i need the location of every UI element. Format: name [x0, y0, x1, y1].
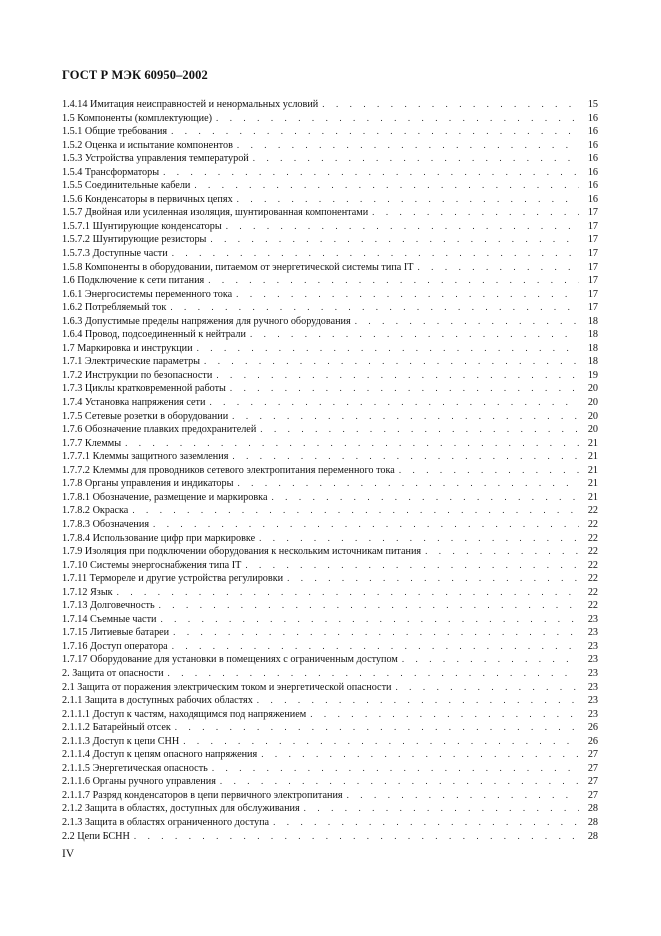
toc-entry-title: 2.2 Цепи БСНН [62, 830, 130, 842]
toc-entry-title: 1.5.1 Общие требования [62, 126, 168, 138]
toc-entry [62, 179, 598, 193]
toc-leader-dots [260, 423, 579, 437]
toc-entry [62, 301, 598, 315]
toc-leader-dots [232, 450, 579, 464]
toc-entry [62, 532, 598, 546]
toc-leader-dots [322, 98, 579, 112]
toc-entry-page: 18 [587, 342, 598, 354]
toc-entry [62, 220, 598, 234]
toc-entry-title: 2. Защита от опасности [62, 667, 164, 679]
toc-entry-page: 17 [587, 248, 598, 260]
toc-leader-dots [220, 775, 579, 789]
toc-entry-page: 20 [587, 383, 598, 395]
toc-entry-title: 1.5.7.3 Доступные части [62, 248, 168, 260]
toc-leader-dots [210, 233, 579, 247]
toc-entry-page: 27 [587, 789, 598, 801]
toc-entry [62, 559, 598, 573]
toc-entry-title: 1.5.4 Трансформаторы [62, 166, 160, 178]
toc-leader-dots [271, 491, 579, 505]
toc-leader-dots [183, 735, 579, 749]
toc-entry-title: 1.7.8 Органы управления и индикаторы [62, 478, 234, 490]
toc-entry [62, 193, 598, 207]
toc-entry [62, 748, 598, 762]
toc-leader-dots [209, 396, 579, 410]
toc-entry [62, 789, 598, 803]
toc-leader-dots [117, 586, 579, 600]
toc-entry [62, 640, 598, 654]
toc-entry-page: 22 [587, 559, 598, 571]
toc-entry-title: 1.7.4 Установка напряжения сети [62, 397, 206, 409]
toc-leader-dots [212, 762, 579, 776]
toc-entry [62, 626, 598, 640]
toc-leader-dots [216, 112, 579, 126]
toc-leader-dots [347, 789, 579, 803]
toc-entry-page: 17 [587, 220, 598, 232]
toc-entry-title: 1.7.9 Изоляция при подключении оборудования к нескольким источникам питания [62, 546, 422, 558]
toc-entry-title: 1.7.11 Термореле и другие устройства регулировки [62, 573, 284, 585]
toc-entry-page: 22 [587, 532, 598, 544]
toc-entry [62, 261, 598, 275]
toc-entry [62, 139, 598, 153]
toc-entry [62, 437, 598, 451]
toc-entry-page: 20 [587, 397, 598, 409]
toc-entry-page: 18 [587, 315, 598, 327]
toc-leader-dots [208, 274, 579, 288]
toc-entry-page: 15 [587, 99, 598, 110]
toc-leader-dots [417, 261, 579, 275]
toc-entry [62, 816, 598, 830]
toc-entry [62, 613, 598, 627]
toc-entry [62, 355, 598, 369]
toc-entry-page: 16 [587, 166, 598, 178]
toc-entry [62, 775, 598, 789]
toc-leader-dots [310, 708, 579, 722]
toc-entry [62, 762, 598, 776]
toc-entry-page: 23 [587, 654, 598, 666]
toc-entry-page: 21 [587, 464, 598, 476]
toc-entry-page: 17 [587, 207, 598, 219]
toc-entry-page: 17 [587, 288, 598, 300]
toc-entry [62, 450, 598, 464]
toc-entry-page: 16 [587, 193, 598, 205]
toc-entry-page: 23 [587, 627, 598, 639]
toc-entry [62, 572, 598, 586]
toc-entry-page: 27 [587, 776, 598, 788]
toc-entry-title: 2.1.1.6 Органы ручного управления [62, 776, 216, 788]
toc-entry-title: 1.7.5 Сетевые розетки в оборудовании [62, 410, 229, 422]
toc-entry-title: 1.5.5 Соединительные кабели [62, 180, 191, 192]
toc-entry-page: 16 [587, 153, 598, 165]
toc-entry-title: 1.7 Маркировка и инструкции [62, 342, 193, 354]
toc-entry-page: 17 [587, 302, 598, 314]
toc-entry [62, 491, 598, 505]
toc-leader-dots [245, 559, 579, 573]
toc-leader-dots [355, 315, 579, 329]
toc-entry [62, 396, 598, 410]
toc-entry-page: 27 [587, 762, 598, 774]
toc-entry [62, 545, 598, 559]
toc-entry-title: 2.1.3 Защита в областях ограниченного доступа [62, 816, 270, 828]
toc-entry-page: 22 [587, 505, 598, 517]
toc-leader-dots [230, 382, 579, 396]
toc-entry-title: 1.7.7.1 Клеммы защитного заземления [62, 451, 229, 463]
toc-entry-title: 1.7.10 Системы энергоснабжения типа IT [62, 559, 242, 571]
toc-entry [62, 504, 598, 518]
toc-entry [62, 125, 598, 139]
toc-entry-title: 1.7.3 Циклы кратковременной работы [62, 383, 226, 395]
toc-leader-dots [197, 342, 579, 356]
toc-entry [62, 315, 598, 329]
toc-entry [62, 247, 598, 261]
toc-leader-dots [399, 464, 579, 478]
toc-leader-dots [226, 220, 579, 234]
toc-entry-title: 1.6.3 Допустимые пределы напряжения для ручного оборудования [62, 315, 351, 327]
toc-entry-title: 1.4.14 Имитация неисправностей и ненормальных условий [62, 99, 319, 110]
toc-entry-title: 1.7.1 Электрические параметры [62, 356, 201, 368]
toc-entry [62, 166, 598, 180]
toc-leader-dots [287, 572, 579, 586]
toc-leader-dots [395, 681, 579, 695]
toc-entry-title: 1.5.3 Устройства управления температурой [62, 153, 249, 165]
toc-entry-page: 26 [587, 735, 598, 747]
toc-entry-title: 1.6.4 Провод, подсоединенный к нейтрали [62, 329, 246, 341]
toc-leader-dots [125, 437, 579, 451]
toc-leader-dots [173, 626, 579, 640]
toc-entry-page: 18 [587, 329, 598, 341]
toc-entry-title: 1.5.6 Конденсаторы в первичных цепях [62, 193, 233, 205]
toc-entry-title: 1.5.7.1 Шунтирующие конденсаторы [62, 220, 222, 232]
toc-entry-page: 28 [587, 816, 598, 828]
toc-entry [62, 694, 598, 708]
toc-leader-dots [237, 477, 579, 491]
toc-entry-page: 28 [587, 803, 598, 815]
toc-entry-page: 23 [587, 695, 598, 707]
toc-entry-title: 1.5.2 Оценка и испытание компонентов [62, 139, 233, 151]
toc-leader-dots [170, 301, 579, 315]
toc-entry [62, 274, 598, 288]
toc-entry-page: 27 [587, 749, 598, 761]
toc-leader-dots [273, 816, 579, 830]
toc-entry-title: 1.7.8.3 Обозначения [62, 518, 150, 530]
toc-entry-title: 1.7.7.2 Клеммы для проводников сетевого электропитания переменного тока [62, 464, 395, 476]
toc-entry-page: 22 [587, 586, 598, 598]
toc-entry-title: 2.1.2 Защита в областях, доступных для обслуживания [62, 803, 300, 815]
toc-entry-page: 21 [587, 451, 598, 463]
toc-entry-page: 23 [587, 667, 598, 679]
page-number: IV [62, 848, 75, 860]
toc-entry-page: 22 [587, 546, 598, 558]
toc-entry-page: 23 [587, 681, 598, 693]
toc-entry-title: 1.5.7 Двойная или усиленная изоляция, шунтированная компонентами [62, 207, 369, 219]
toc-leader-dots [163, 166, 579, 180]
toc-entry-title: 1.7.16 Доступ оператора [62, 640, 168, 652]
toc-entry-page: 18 [587, 356, 598, 368]
toc-entry-page: 23 [587, 708, 598, 720]
toc-entry-page: 28 [587, 830, 598, 842]
toc-entry-page: 16 [587, 112, 598, 124]
toc-entry-title: 1.7.2 Инструкции по безопасности [62, 369, 213, 381]
toc-leader-dots [153, 518, 579, 532]
toc-entry-title: 1.7.8.4 Использование цифр при маркировке [62, 532, 256, 544]
toc-leader-dots [172, 247, 579, 261]
toc-entry [62, 152, 598, 166]
toc-entry-title: 1.7.17 Оборудование для установки в помещениях с ограниченным доступом [62, 654, 398, 666]
toc-entry [62, 464, 598, 478]
toc-entry [62, 233, 598, 247]
toc-leader-dots [232, 410, 579, 424]
toc-entry [62, 708, 598, 722]
toc-entry-page: 23 [587, 613, 598, 625]
toc-entry [62, 423, 598, 437]
toc-leader-dots [134, 830, 579, 844]
toc-entry [62, 681, 598, 695]
toc-entry-page: 16 [587, 139, 598, 151]
toc-entry-page: 17 [587, 234, 598, 246]
toc-entry [62, 653, 598, 667]
toc-entry-page: 21 [587, 478, 598, 490]
toc-entry-title: 1.7.13 Долговечность [62, 600, 155, 612]
toc-entry-page: 23 [587, 640, 598, 652]
toc-entry-title: 1.6.1 Энергосистемы переменного тока [62, 288, 233, 300]
toc-entry [62, 382, 598, 396]
toc-entry [62, 328, 598, 342]
toc-entry [62, 802, 598, 816]
toc-entry-page: 21 [587, 437, 598, 449]
toc-leader-dots [237, 193, 579, 207]
toc-entry [62, 599, 598, 613]
toc-leader-dots [204, 355, 579, 369]
table-of-contents [62, 98, 598, 843]
toc-leader-dots [304, 802, 579, 816]
toc-entry-title: 2.1.1.1 Доступ к частям, находящимся под напряжением [62, 708, 307, 720]
toc-entry-page: 17 [587, 275, 598, 287]
toc-entry-title: 1.5 Компоненты (комплектующие) [62, 112, 213, 124]
toc-entry-page: 16 [587, 180, 598, 192]
toc-entry-title: 2.1.1.2 Батарейный отсек [62, 722, 171, 734]
toc-entry-title: 2.1.1.4 Доступ к цепям опасного напряжения [62, 749, 258, 761]
toc-leader-dots [168, 667, 579, 681]
toc-entry-page: 21 [587, 491, 598, 503]
toc-entry [62, 830, 598, 844]
toc-entry-page: 20 [587, 424, 598, 436]
toc-leader-dots [194, 179, 579, 193]
toc-entry-title: 2.1 Защита от поражения электрическим током и энергетической опасности [62, 681, 392, 693]
toc-leader-dots [216, 369, 579, 383]
toc-entry-page: 20 [587, 410, 598, 422]
toc-entry [62, 206, 598, 220]
document-header: ГОСТ Р МЭК 60950–2002 [62, 68, 208, 82]
toc-entry-page: 22 [587, 600, 598, 612]
toc-entry [62, 369, 598, 383]
toc-entry-page: 26 [587, 722, 598, 734]
toc-entry [62, 112, 598, 126]
toc-leader-dots [132, 504, 579, 518]
toc-leader-dots [159, 599, 579, 613]
toc-entry-page: 17 [587, 261, 598, 273]
toc-entry-title: 2.1.1 Защита в доступных рабочих областях [62, 695, 253, 707]
toc-entry-title: 1.7.8.2 Окраска [62, 505, 129, 517]
toc-leader-dots [172, 640, 579, 654]
toc-entry-title: 1.7.15 Литиевые батареи [62, 627, 170, 639]
toc-entry-page: 22 [587, 573, 598, 585]
toc-entry-title: 1.7.12 Язык [62, 586, 113, 598]
toc-leader-dots [250, 328, 579, 342]
toc-leader-dots [237, 139, 579, 153]
toc-leader-dots [236, 288, 579, 302]
toc-leader-dots [402, 653, 579, 667]
toc-entry [62, 410, 598, 424]
toc-entry [62, 721, 598, 735]
toc-entry-title: 1.7.8.1 Обозначение, размещение и маркировка [62, 491, 268, 503]
toc-entry-page: 19 [587, 369, 598, 381]
toc-entry-title: 2.1.1.3 Доступ к цепи СНН [62, 735, 180, 747]
toc-entry [62, 735, 598, 749]
toc-entry [62, 586, 598, 600]
toc-entry [62, 98, 598, 112]
toc-entry-title: 2.1.1.7 Разряд конденсаторов в цепи первичного электропитания [62, 789, 343, 801]
toc-entry-title: 1.7.14 Съемные части [62, 613, 157, 625]
toc-entry-title: 1.5.7.2 Шунтирующие резисторы [62, 234, 207, 246]
toc-entry [62, 518, 598, 532]
toc-entry [62, 288, 598, 302]
toc-entry-page: 22 [587, 518, 598, 530]
toc-leader-dots [425, 545, 579, 559]
toc-leader-dots [171, 125, 579, 139]
toc-entry-title: 1.5.8 Компоненты в оборудовании, питаемом от энергетической системы типа IT [62, 261, 414, 273]
toc-entry-title: 1.7.7 Клеммы [62, 437, 122, 449]
toc-leader-dots [372, 206, 579, 220]
toc-leader-dots [175, 721, 579, 735]
toc-entry [62, 667, 598, 681]
toc-entry-title: 1.7.6 Обозначение плавких предохранителей [62, 424, 257, 436]
toc-entry [62, 342, 598, 356]
toc-leader-dots [261, 748, 579, 762]
toc-entry-title: 2.1.1.5 Энергетическая опасность [62, 762, 208, 774]
toc-leader-dots [259, 532, 579, 546]
toc-entry-title: 1.6 Подключение к сети питания [62, 275, 205, 287]
toc-leader-dots [160, 613, 579, 627]
toc-leader-dots [257, 694, 579, 708]
toc-leader-dots [253, 152, 579, 166]
toc-entry [62, 477, 598, 491]
toc-entry-title: 1.6.2 Потребляемый ток [62, 302, 167, 314]
toc-entry-page: 16 [587, 126, 598, 138]
